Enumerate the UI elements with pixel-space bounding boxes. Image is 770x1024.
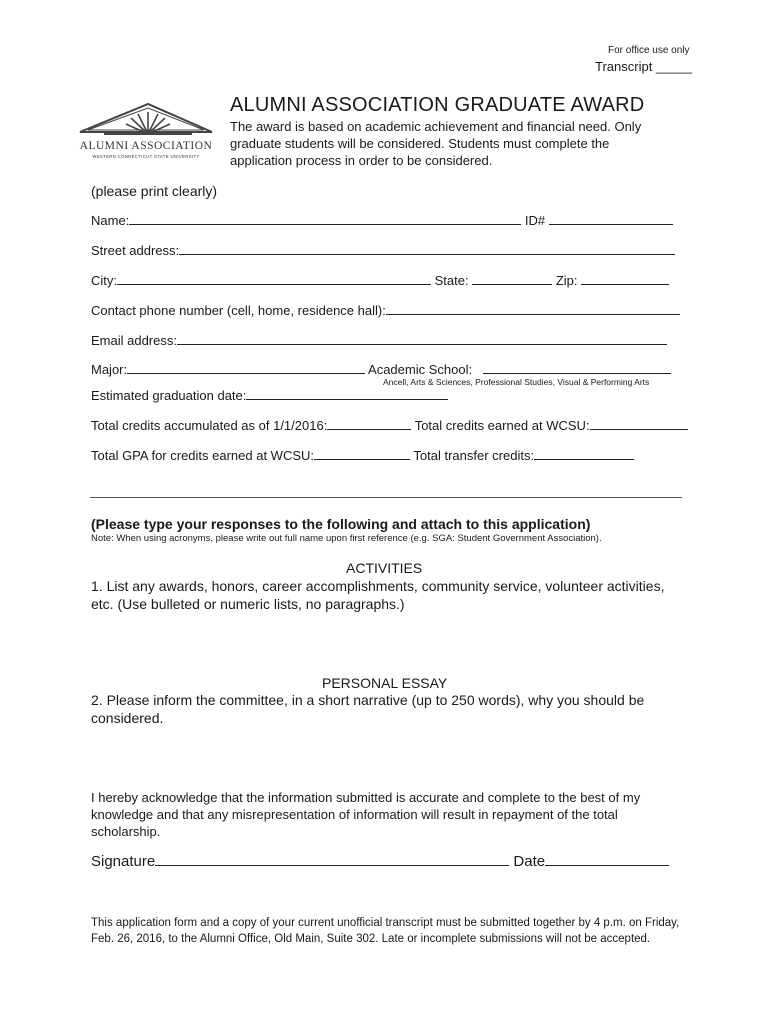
phone-input[interactable]: [386, 302, 680, 315]
section-divider: [90, 497, 682, 498]
name-label: Name:: [91, 213, 130, 228]
city-row: [91, 272, 669, 288]
intro-text: The award is based on academic achievement and financial need. Only graduate students will be considered. Students must complete the application process in order to be considered.: [230, 119, 642, 168]
credits-total-input[interactable]: [327, 417, 411, 430]
gpa-label: Total GPA for credits earned at WCSU:: [91, 448, 315, 463]
city-input[interactable]: [117, 272, 431, 285]
id-label: ID#: [524, 213, 546, 228]
transfer-credits-input[interactable]: [534, 447, 634, 460]
page-title: ALUMNI ASSOCIATION GRADUATE AWARD: [230, 94, 645, 116]
grad-date-row: [91, 387, 448, 403]
activities-question: 1. List any awards, honors, career accomplishments, community service, volunteer activities, etc. (Use bulleted or numeric lists, no paragraphs.): [91, 578, 665, 612]
name-input[interactable]: [129, 212, 521, 225]
phone-label: Contact phone number (cell, home, residence hall):: [91, 303, 386, 318]
signature-input[interactable]: [155, 852, 509, 866]
responses-heading: (Please type your responses to the following and attach to this application): [91, 516, 591, 532]
activities-title: ACTIVITIES: [346, 560, 423, 576]
svg-text:ALUMNI ASSOCIATION: ALUMNI ASSOCIATION: [79, 140, 213, 152]
date-label: Date: [513, 853, 546, 870]
street-row: [91, 242, 675, 258]
acknowledgement-text: I hereby acknowledge that the information submitted is accurate and complete to the best of my knowledge and that any misrepresentation of information will result in repayment of the total scholarship.: [91, 790, 641, 839]
email-input[interactable]: [177, 332, 667, 345]
street-input[interactable]: [179, 242, 675, 255]
city-label: City:: [91, 273, 117, 288]
credits-row: [91, 417, 688, 433]
credits-wcsu-label: Total credits earned at WCSU:: [414, 418, 590, 433]
major-row: [91, 361, 671, 377]
academic-school-input[interactable]: [483, 361, 671, 374]
state-input[interactable]: [472, 272, 552, 285]
email-row: [91, 332, 667, 348]
transfer-credits-label: Total transfer credits:: [413, 448, 535, 463]
academic-school-label: Academic School:: [368, 362, 473, 377]
email-label: Email address:: [91, 333, 177, 348]
major-input[interactable]: [127, 361, 365, 374]
acronym-note: Note: When using acronyms, please write out full name upon first reference (e.g. SGA: Student Government Association).: [91, 533, 602, 544]
date-input[interactable]: [545, 852, 669, 866]
zip-label: Zip:: [555, 273, 578, 288]
major-label: Major:: [91, 362, 128, 377]
id-input[interactable]: [549, 212, 673, 225]
name-row: [91, 212, 673, 228]
phone-row: [91, 302, 680, 318]
svg-text:WESTERN CONNECTICUT STATE UNIV: WESTERN CONNECTICUT STATE UNIVERSITY: [92, 154, 200, 159]
credits-total-label: Total credits accumulated as of 1/1/2016:: [91, 418, 328, 433]
grad-date-input[interactable]: [246, 387, 448, 400]
submission-footer: This application form and a copy of your current unofficial transcript must be submitted together by 4 p.m. on Friday, Feb. 26, 2016, to the Alumni Office, Old Main, Suite 302. Late or incomplete submissions will not be accepted.: [91, 917, 680, 945]
grad-date-label: Estimated graduation date:: [91, 388, 247, 403]
alumni-association-logo: [76, 100, 216, 162]
personal-essay-title: PERSONAL ESSAY: [322, 675, 448, 691]
zip-input[interactable]: [581, 272, 669, 285]
state-label: State:: [434, 273, 469, 288]
street-label: Street address:: [91, 243, 180, 258]
signature-row: [91, 852, 669, 870]
gpa-input[interactable]: [314, 447, 410, 460]
signature-label: Signature: [91, 853, 156, 870]
credits-wcsu-input[interactable]: [590, 417, 688, 430]
transcript-field: Transcript _____: [595, 59, 693, 74]
essay-question: 2. Please inform the committee, in a short narrative (up to 250 words), why you should be considered.: [91, 692, 645, 726]
office-use-note: For office use only: [608, 45, 690, 56]
gpa-row: [91, 447, 634, 463]
print-clearly-note: (please print clearly): [91, 183, 218, 199]
academic-school-hint: Ancell, Arts & Sciences, Professional Studies, Visual & Performing Arts: [383, 377, 650, 387]
